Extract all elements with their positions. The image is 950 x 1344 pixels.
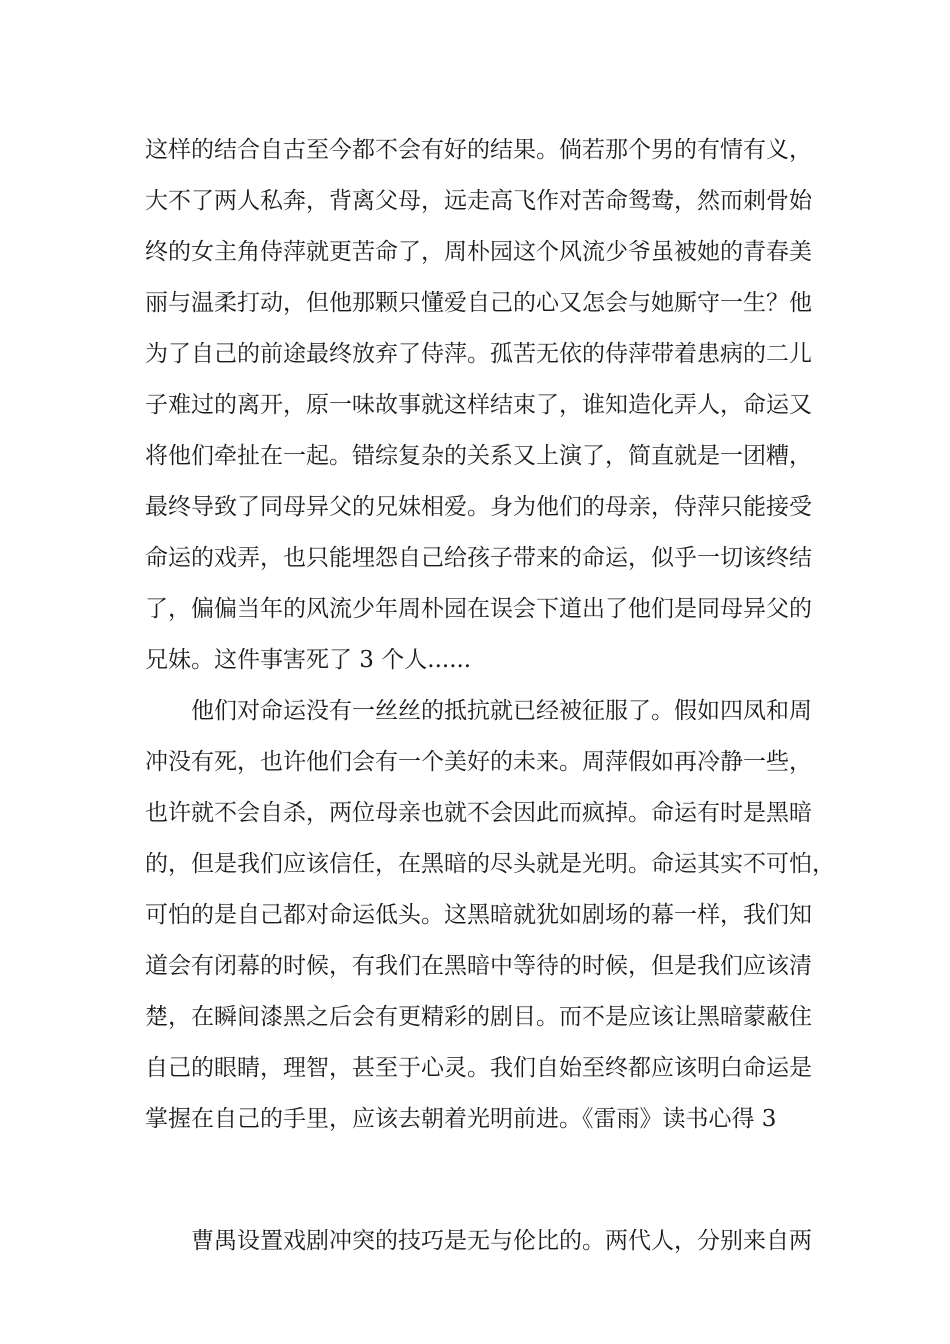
- text-line-16: 可怕的是自己都对命运低头。这黑暗就犹如剧场的幕一样，我们知: [145, 902, 812, 928]
- text-line-12: 他们对命运没有一丝丝的抵抗就已经被征服了。假如四凤和周: [191, 698, 812, 724]
- text-line-4: 丽与温柔打动，但他那颗只懂爱自己的心又怎会与她厮守一生？他: [145, 290, 812, 316]
- text-line-18: 楚，在瞬间漆黑之后会有更精彩的剧目。而不是应该让黑暗蒙蔽住: [145, 1004, 812, 1030]
- text-line-17: 道会有闭幕的时候，有我们在黑暗中等待的时候，但是我们应该清: [145, 953, 812, 979]
- text-line-6: 子难过的离开，原一味故事就这样结束了，谁知造化弄人，命运又: [145, 392, 812, 418]
- text-line-10: 了，偏偏当年的风流少年周朴园在误会下道出了他们是同母异父的: [145, 596, 812, 622]
- text-line-1: 这样的结合自古至今都不会有好的结果。倘若那个男的有情有义，: [145, 137, 812, 163]
- text-line-2: 大不了两人私奔，背离父母，远走高飞作对苦命鸳鸯，然而刺骨始: [145, 188, 812, 214]
- text-line-3: 终的女主角侍萍就更苦命了，周朴园这个风流少爷虽被她的青春美: [145, 239, 812, 265]
- text-line-20: 掌握在自己的手里，应该去朝着光明前进。《雷雨》读书心得 3: [145, 1106, 777, 1132]
- text-line-13: 冲没有死，也许他们会有一个美好的未来。周萍假如再冷静一些，: [145, 749, 812, 775]
- text-line-9: 命运的戏弄，也只能埋怨自己给孩子带来的命运，似乎一切该终结: [145, 545, 812, 571]
- text-line-8: 最终导致了同母异父的兄妹相爱。身为他们的母亲，侍萍只能接受: [145, 494, 812, 520]
- text-line-11: 兄妹。这件事害死了 3 个人......: [145, 647, 472, 673]
- text-line-7: 将他们牵扯在一起。错综复杂的关系又上演了，简直就是一团糟，: [145, 443, 812, 469]
- text-line-5: 为了自己的前途最终放弃了侍萍。孤苦无依的侍萍带着患病的二儿: [145, 341, 812, 367]
- text-line-14: 也许就不会自杀，两位母亲也就不会因此而疯掉。命运有时是黑暗: [145, 800, 812, 826]
- text-line-15: 的，但是我们应该信任，在黑暗的尽头就是光明。命运其实不可怕，: [145, 851, 835, 877]
- text-line-21: 曹禺设置戏剧冲突的技巧是无与伦比的。两代人，分别来自两: [191, 1228, 812, 1254]
- text-line-19: 自己的眼睛，理智，甚至于心灵。我们自始至终都应该明白命运是: [145, 1055, 812, 1081]
